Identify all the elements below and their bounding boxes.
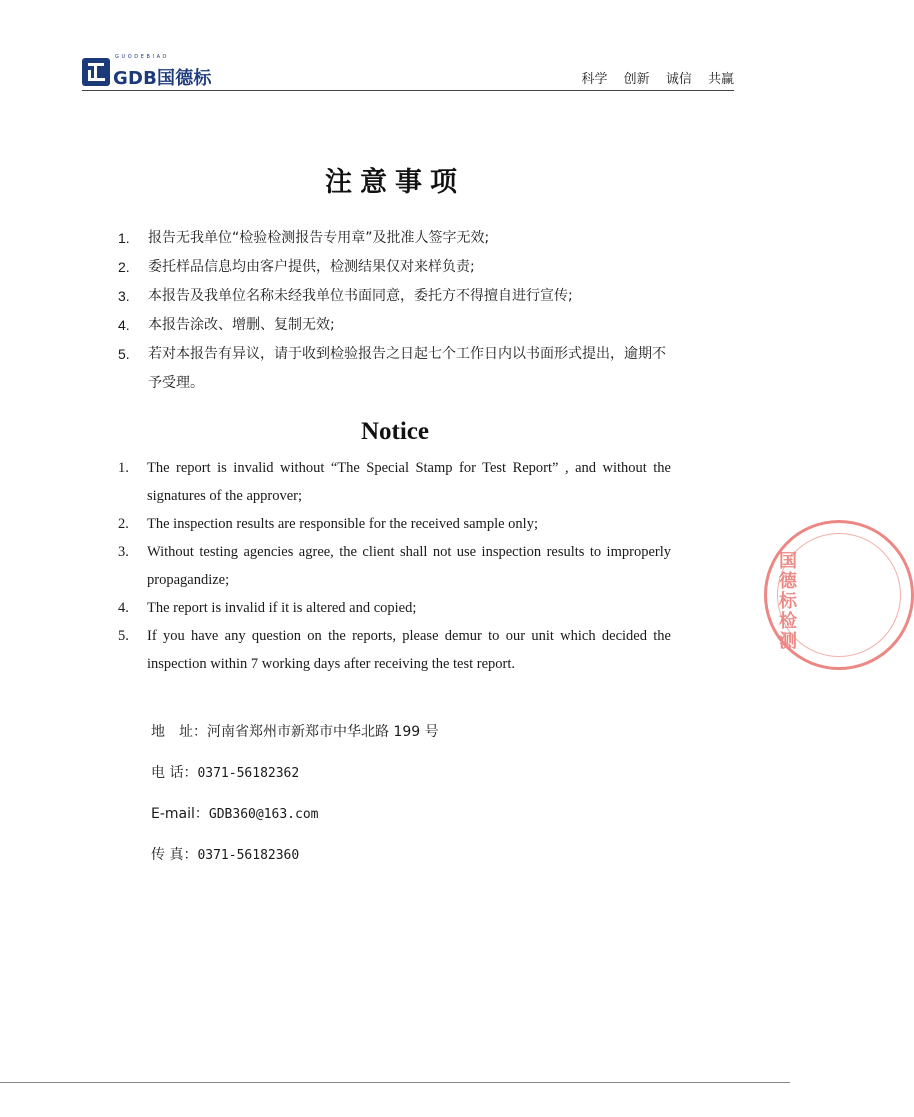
logo-mark-icon	[82, 58, 110, 86]
page-title-chinese: 注意事项	[325, 167, 465, 198]
list-item: 2. 委托样品信息均由客户提供，检测结果仅对来样负责;	[118, 259, 475, 275]
footer-divider	[0, 1082, 790, 1083]
fax-label: 传 真：	[151, 847, 198, 863]
page-title-english: Notice	[360, 418, 430, 445]
address-row	[151, 719, 439, 760]
contact-info	[151, 719, 439, 883]
list-item: 4. The report is invalid if it is altered and copied;	[118, 600, 417, 616]
address-label: 地 址：	[151, 724, 207, 740]
seal-text: 国德标检测	[776, 551, 797, 651]
logo-text: GDB国德标	[113, 68, 212, 89]
list-item: 5. 若对本报告有异议，请于收到检验报告之日起七个工作日内以书面形式提出，逾期不予受理。	[118, 346, 666, 391]
email-row	[151, 801, 439, 842]
notes-list-chinese	[118, 224, 678, 398]
company-logo	[82, 54, 212, 89]
phone-label: 电 话：	[151, 765, 198, 781]
list-item: 1. The report is invalid without “The Special Stamp for Test Report” , and without the signatures of the approver;	[118, 460, 671, 504]
page-header	[82, 52, 734, 91]
email-label: E-mail：	[151, 806, 209, 822]
list-item: 3. Without testing agencies agree, the client shall not use inspection results to improperly propagandize;	[118, 544, 671, 588]
notes-list-english	[118, 454, 671, 678]
list-item: 1. 报告无我单位“检验检测报告专用章”及批准人签字无效;	[118, 230, 490, 246]
phone-row	[151, 760, 439, 801]
list-item: 2. The inspection results are responsible for the received sample only;	[118, 516, 538, 532]
slogan-word: 科学	[581, 72, 608, 87]
list-item: 5. If you have any question on the reports, please demur to our unit which decided the inspection within 7 working days after receiving the test report.	[118, 628, 671, 672]
phone-value: 0371-56182362	[197, 766, 300, 781]
slogan-word: 创新	[623, 72, 650, 87]
list-item: 4. 本报告涂改、增删、复制无效;	[118, 317, 335, 333]
address-value: 河南省郑州市新郑市中华北路 199 号	[207, 724, 439, 740]
red-seal-stamp	[764, 520, 914, 670]
list-item: 3. 本报告及我单位名称未经我单位书面同意，委托方不得擅自进行宣传;	[118, 288, 573, 304]
slogan-word: 共赢	[707, 72, 734, 87]
logo-subtitle: GUODEBIAO	[115, 54, 170, 60]
fax-row	[151, 842, 439, 883]
fax-value: 0371-56182360	[197, 848, 300, 863]
slogan	[570, 68, 734, 87]
slogan-word: 诚信	[665, 72, 692, 87]
email-value: GDB360@163.com	[208, 807, 319, 822]
